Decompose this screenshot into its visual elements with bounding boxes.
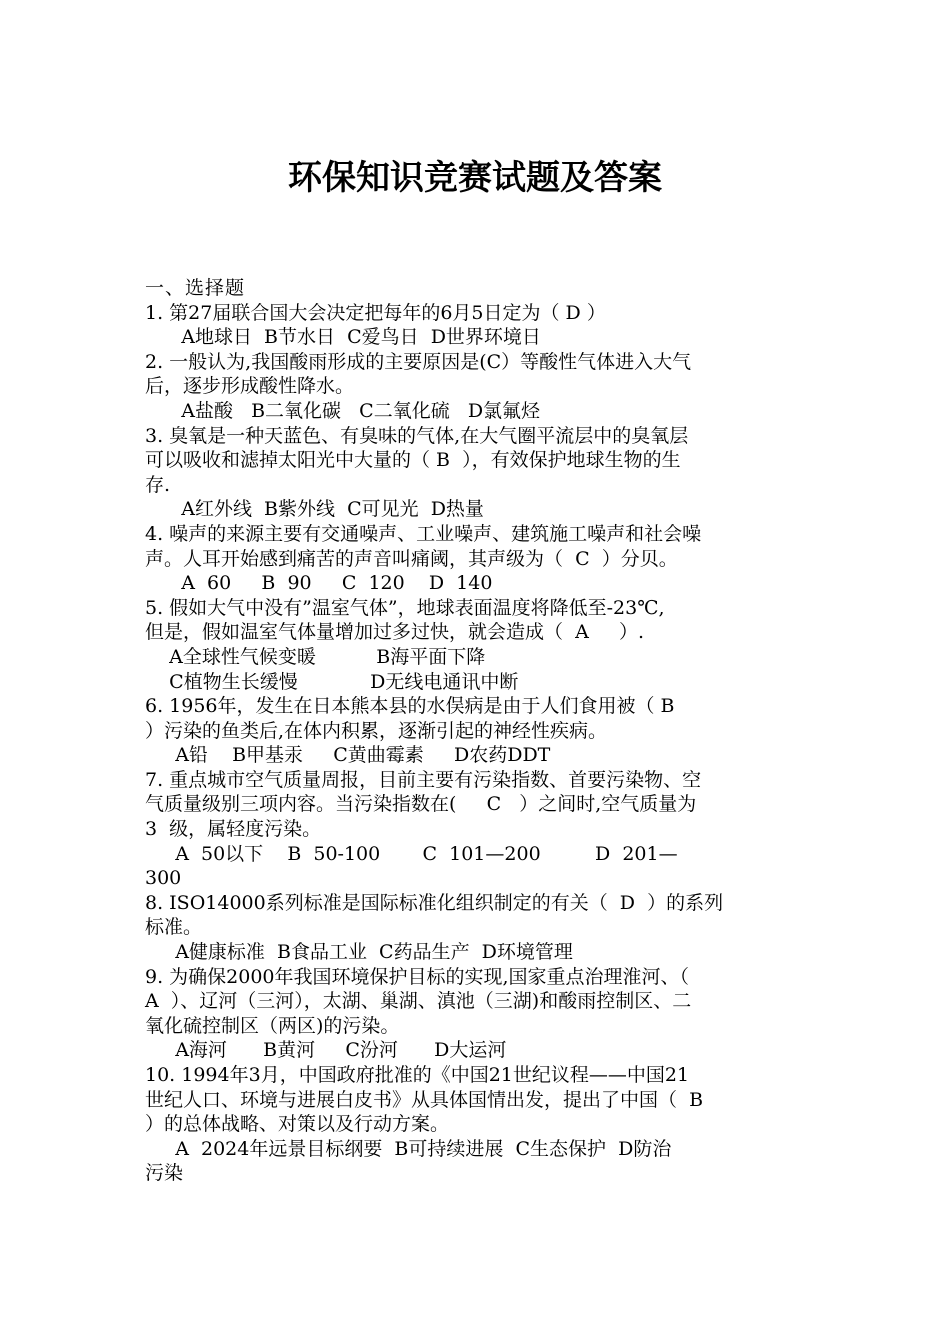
text-line: 声。人耳开始感到痛苦的声音叫痛阈，其声级为（ C ）分贝。 xyxy=(145,547,678,570)
text-line: 氧化硫控制区（两区)的污染。 xyxy=(145,1014,400,1037)
text-line: A 2024年远景目标纲要 B可持续进展 C生态保护 D防治 xyxy=(145,1137,672,1160)
text-line: 300 xyxy=(145,867,182,890)
text-line: 世纪人口、环境与进展白皮书》从具体国情出发，提出了中国（ B xyxy=(145,1088,704,1111)
text-line: 可以吸收和滤掉太阳光中大量的（ B ），有效保护地球生物的生 xyxy=(145,449,681,472)
text-line: 9. 为确保2000年我国环境保护目标的实现,国家重点治理淮河、（ xyxy=(145,965,690,988)
text-line: 8. ISO14000系列标准是国际标准化组织制定的有关（ D ）的系列 xyxy=(145,891,724,914)
text-line: 后，逐步形成酸性降水。 xyxy=(145,375,355,398)
text-line: 10. 1994年3月，中国政府批准的《中国21世纪议程——中国21 xyxy=(145,1064,690,1086)
text-line: 3. 臭氧是一种天蓝色、有臭味的气体,在大气圈平流层中的臭氧层 xyxy=(145,424,689,447)
text-line: ）的总体战略、对策以及行动方案。 xyxy=(145,1113,450,1136)
section-heading: 一、选择题 xyxy=(145,277,246,299)
text-line: A健康标准 B食品工业 C药品生产 D环境管理 xyxy=(145,941,573,964)
text-line: A红外线 B紫外线 C可见光 D热量 xyxy=(145,498,484,521)
text-line: 但是，假如温室气体量增加过多过快，就会造成（ A ）. xyxy=(145,621,645,644)
text-line: 7. 重点城市空气质量周报，目前主要有污染指数、首要污染物、空 xyxy=(145,768,702,791)
document-body xyxy=(145,276,807,1186)
text-line: 3 级，属轻度污染。 xyxy=(145,818,322,841)
text-line: A ）、辽河（三河），太湖、巢湖、滇池（三湖)和酸雨控制区、二 xyxy=(145,990,692,1013)
text-line: 标准。 xyxy=(145,916,203,939)
text-line: 气质量级别三项内容。当污染指数在( C ）之间时,空气质量为 xyxy=(145,793,697,816)
text-line: C植物生长缓慢 D无线电通讯中断 xyxy=(145,670,519,693)
text-line: A盐酸 B二氧化碳 C二氧化硫 D氯氟烃 xyxy=(145,399,541,422)
text-line: ）污染的鱼类后,在体内积累，逐渐引起的神经性疾病。 xyxy=(145,719,608,742)
text-line: 5. 假如大气中没有”温室气体”，地球表面温度将降低至-23℃, xyxy=(145,596,665,619)
text-line: 1. 第27届联合国大会决定把每年的6月5日定为（ D ） xyxy=(145,301,606,324)
text-line: A海河 B黄河 C汾河 D大运河 xyxy=(145,1039,507,1062)
text-line: 4. 噪声的来源主要有交通噪声、工业噪声、建筑施工噪声和社会噪 xyxy=(145,522,702,545)
text-line: 存. xyxy=(145,473,171,496)
text-line: A全球性气候变暖 B海平面下降 xyxy=(145,645,486,668)
text-line: A 60 B 90 C 120 D 140 xyxy=(145,572,493,595)
text-line: A 50以下 B 50-100 C 101—200 D 201— xyxy=(145,842,678,865)
text-line: 污染 xyxy=(145,1162,184,1185)
text-line: 2. 一般认为,我国酸雨形成的主要原因是(C）等酸性气体进入大气 xyxy=(145,350,692,373)
document-title: 环保知识竞赛试题及答案 xyxy=(288,158,662,198)
text-line: A地球日 B节水日 C爱鸟日 D世界环境日 xyxy=(145,326,541,349)
text-line: 6. 1956年，发生在日本熊本县的水俣病是由于人们食用被（ B xyxy=(145,695,675,718)
text-line: A铅 B甲基汞 C黄曲霉素 D农药DDT xyxy=(145,744,551,767)
